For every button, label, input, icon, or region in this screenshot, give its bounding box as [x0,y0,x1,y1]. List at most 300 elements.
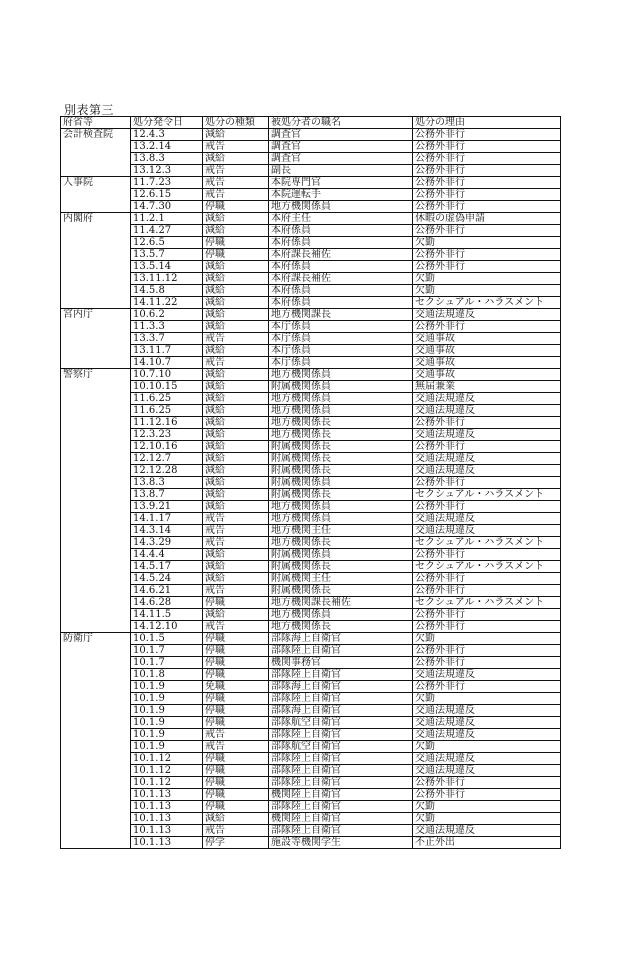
header-date: 処分発令日 [131,117,203,129]
position-cell: 本院運転手 [269,189,413,201]
reason-cell: 交通法規違反 [413,705,561,717]
table-row [61,225,561,237]
ministry-cell [61,189,131,201]
reason-cell: セクシュアル・ハラスメント [413,537,561,549]
table-row [61,417,561,429]
ministry-cell [61,813,131,825]
ministry-cell [61,585,131,597]
date-cell: 10.1.7 [131,645,203,657]
document-title: 別表第三 [64,103,115,117]
position-cell: 部隊海上自衛官 [269,705,413,717]
table-row [61,513,561,525]
reason-cell: 欠勤 [413,273,561,285]
reason-cell: 交通法規違反 [413,729,561,741]
date-cell: 14.3.14 [131,525,203,537]
action-type-cell: 減給 [203,429,269,441]
table-row [61,537,561,549]
action-type-cell: 戒告 [203,165,269,177]
date-cell: 10.6.2 [131,309,203,321]
position-cell: 地方機関係長 [269,537,413,549]
position-cell: 機関陸上自衛官 [269,789,413,801]
reason-cell: 交通法規違反 [413,465,561,477]
action-type-cell: 戒告 [203,141,269,153]
action-type-cell: 停職 [203,789,269,801]
date-cell: 13.12.3 [131,165,203,177]
date-cell: 12.12.28 [131,465,203,477]
reason-cell: 欠勤 [413,813,561,825]
reason-cell: 交通法規違反 [413,765,561,777]
ministry-cell [61,717,131,729]
ministry-cell [61,525,131,537]
reason-cell: 交通法規違反 [413,753,561,765]
disciplinary-actions-table [60,116,561,849]
reason-cell: 交通法規違反 [413,429,561,441]
date-cell: 12.12.7 [131,453,203,465]
ministry-cell [61,333,131,345]
date-cell: 14.11.22 [131,297,203,309]
position-cell: 本院専門官 [269,177,413,189]
table-row [61,669,561,681]
ministry-cell [61,225,131,237]
date-cell: 10.1.7 [131,657,203,669]
ministry-cell [61,441,131,453]
date-cell: 13.5.7 [131,249,203,261]
action-type-cell: 停職 [203,633,269,645]
position-cell: 部隊陸上自衛官 [269,825,413,837]
reason-cell: 欠勤 [413,237,561,249]
date-cell: 11.12.16 [131,417,203,429]
reason-cell: 公務外非行 [413,621,561,633]
reason-cell: 公務外非行 [413,609,561,621]
action-type-cell: 減給 [203,213,269,225]
date-cell: 14.7.30 [131,201,203,213]
ministry-cell [61,489,131,501]
table-row [61,453,561,465]
reason-cell: 公務外非行 [413,585,561,597]
table-row [61,789,561,801]
action-type-cell: 減給 [203,561,269,573]
reason-cell: セクシュアル・ハラスメント [413,561,561,573]
action-type-cell: 戒告 [203,537,269,549]
ministry-cell [61,609,131,621]
ministry-cell [61,201,131,213]
date-cell: 11.6.25 [131,393,203,405]
date-cell: 11.6.25 [131,405,203,417]
action-type-cell: 戒告 [203,357,269,369]
action-type-cell: 停職 [203,777,269,789]
table-row [61,621,561,633]
date-cell: 13.8.3 [131,477,203,489]
action-type-cell: 停職 [203,801,269,813]
position-cell: 機関事務官 [269,657,413,669]
date-cell: 10.1.9 [131,681,203,693]
ministry-cell [61,765,131,777]
action-type-cell: 停職 [203,201,269,213]
table-row [61,837,561,849]
date-cell: 10.1.13 [131,825,203,837]
table-row [61,345,561,357]
reason-cell: 公務外非行 [413,789,561,801]
date-cell: 14.4.4 [131,549,203,561]
position-cell: 部隊陸上自衛官 [269,765,413,777]
header-ministry: 府省等 [61,117,131,129]
action-type-cell: 減給 [203,309,269,321]
action-type-cell: 停職 [203,669,269,681]
table-row [61,393,561,405]
date-cell: 13.11.12 [131,273,203,285]
table-row [61,321,561,333]
header-action-type: 処分の種類 [203,117,269,129]
reason-cell: 公務外非行 [413,201,561,213]
position-cell: 本庁係員 [269,345,413,357]
position-cell: 部隊陸上自衛官 [269,693,413,705]
date-cell: 10.1.5 [131,633,203,645]
action-type-cell: 停職 [203,693,269,705]
reason-cell: 欠勤 [413,741,561,753]
table-row [61,609,561,621]
date-cell: 11.2.1 [131,213,203,225]
table-row [61,573,561,585]
action-type-cell: 減給 [203,153,269,165]
date-cell: 11.3.3 [131,321,203,333]
ministry-cell [61,273,131,285]
action-type-cell: 減給 [203,501,269,513]
action-type-cell: 戒告 [203,741,269,753]
reason-cell: 交通法規違反 [413,525,561,537]
position-cell: 地方機関主任 [269,525,413,537]
action-type-cell: 停職 [203,237,269,249]
reason-cell: 交通法規違反 [413,513,561,525]
position-cell: 附属機関主任 [269,573,413,585]
date-cell: 10.1.8 [131,669,203,681]
position-cell: 本府係員 [269,297,413,309]
position-cell: 調査官 [269,153,413,165]
reason-cell: 交通事故 [413,345,561,357]
reason-cell: 交通法規違反 [413,405,561,417]
date-cell: 10.1.9 [131,705,203,717]
table-row [61,297,561,309]
header-row [61,117,561,129]
date-cell: 14.3.29 [131,537,203,549]
date-cell: 12.10.16 [131,441,203,453]
action-type-cell: 停職 [203,717,269,729]
position-cell: 部隊航空自衛官 [269,741,413,753]
action-type-cell: 戒告 [203,177,269,189]
table-row [61,405,561,417]
table-row [61,657,561,669]
ministry-cell [61,465,131,477]
reason-cell: 公務外非行 [413,777,561,789]
table-row [61,477,561,489]
date-cell: 12.3.23 [131,429,203,441]
reason-cell: 交通事故 [413,357,561,369]
table-row [61,273,561,285]
position-cell: 地方機関係員 [269,405,413,417]
action-type-cell: 停職 [203,705,269,717]
table-row [61,525,561,537]
position-cell: 部隊航空自衛官 [269,717,413,729]
ministry-cell [61,681,131,693]
table-row [61,201,561,213]
ministry-cell [61,237,131,249]
reason-cell: 交通法規違反 [413,825,561,837]
date-cell: 14.6.28 [131,597,203,609]
date-cell: 10.10.15 [131,381,203,393]
ministry-cell [61,417,131,429]
table-header [61,117,561,129]
action-type-cell: 停職 [203,645,269,657]
table-row [61,141,561,153]
action-type-cell: 減給 [203,345,269,357]
table-row [61,549,561,561]
ministry-cell [61,645,131,657]
action-type-cell: 減給 [203,393,269,405]
table-row [61,261,561,273]
reason-cell: 公務外非行 [413,165,561,177]
ministry-cell: 警察庁 [61,369,131,381]
position-cell: 地方機関係長 [269,417,413,429]
reason-cell: 公務外非行 [413,189,561,201]
reason-cell: 欠勤 [413,801,561,813]
reason-cell: 休暇の虚偽申請 [413,213,561,225]
table-row [61,681,561,693]
action-type-cell: 停職 [203,753,269,765]
reason-cell: 公務外非行 [413,177,561,189]
date-cell: 10.1.13 [131,789,203,801]
reason-cell: 交通事故 [413,333,561,345]
ministry-cell [61,261,131,273]
reason-cell: 無届兼業 [413,381,561,393]
table-row [61,765,561,777]
ministry-cell [61,345,131,357]
ministry-cell [61,801,131,813]
ministry-cell [61,357,131,369]
position-cell: 本府係員 [269,225,413,237]
reason-cell: 公務外非行 [413,441,561,453]
date-cell: 10.7.10 [131,369,203,381]
reason-cell: 交通法規違反 [413,717,561,729]
position-cell: 附属機関係員 [269,381,413,393]
reason-cell: 公務外非行 [413,657,561,669]
date-cell: 10.1.12 [131,777,203,789]
table-row [61,465,561,477]
position-cell: 地方機関係長 [269,621,413,633]
position-cell: 部隊陸上自衛官 [269,729,413,741]
reason-cell: 公務外非行 [413,681,561,693]
date-cell: 10.1.13 [131,837,203,849]
ministry-cell [61,405,131,417]
ministry-cell [61,741,131,753]
date-cell: 14.5.17 [131,561,203,573]
ministry-cell [61,837,131,849]
ministry-cell [61,297,131,309]
position-cell: 附属機関係員 [269,477,413,489]
position-cell: 部隊陸上自衛官 [269,645,413,657]
position-cell: 附属機関係長 [269,465,413,477]
table-row [61,237,561,249]
action-type-cell: 戒告 [203,513,269,525]
action-type-cell: 減給 [203,297,269,309]
table-row [61,813,561,825]
header-position: 被処分者の職名 [269,117,413,129]
table-row [61,165,561,177]
position-cell: 本府係員 [269,261,413,273]
reason-cell: 欠勤 [413,633,561,645]
table-row [61,705,561,717]
reason-cell: 交通法規違反 [413,669,561,681]
table-row [61,189,561,201]
ministry-cell [61,165,131,177]
date-cell: 13.5.14 [131,261,203,273]
date-cell: 13.9.21 [131,501,203,513]
position-cell: 調査官 [269,141,413,153]
action-type-cell: 免職 [203,681,269,693]
date-cell: 14.1.17 [131,513,203,525]
action-type-cell: 減給 [203,417,269,429]
date-cell: 10.1.9 [131,717,203,729]
date-cell: 14.5.8 [131,285,203,297]
action-type-cell: 停職 [203,249,269,261]
action-type-cell: 減給 [203,477,269,489]
action-type-cell: 減給 [203,813,269,825]
date-cell: 12.6.15 [131,189,203,201]
ministry-cell [61,141,131,153]
action-type-cell: 減給 [203,441,269,453]
date-cell: 12.6.5 [131,237,203,249]
date-cell: 13.3.7 [131,333,203,345]
position-cell: 部隊陸上自衛官 [269,669,413,681]
action-type-cell: 減給 [203,549,269,561]
reason-cell: 公務外非行 [413,501,561,513]
action-type-cell: 減給 [203,489,269,501]
action-type-cell: 戒告 [203,729,269,741]
position-cell: 本府主任 [269,213,413,225]
position-cell: 部隊海上自衛官 [269,681,413,693]
ministry-cell [61,825,131,837]
reason-cell: 交通法規違反 [413,453,561,465]
ministry-cell: 内閣府 [61,213,131,225]
position-cell: 本庁係員 [269,333,413,345]
ministry-cell [61,501,131,513]
table-row [61,381,561,393]
position-cell: 地方機関係員 [269,609,413,621]
table-row [61,777,561,789]
reason-cell: セクシュアル・ハラスメント [413,597,561,609]
ministry-cell: 宮内庁 [61,309,131,321]
ministry-cell [61,573,131,585]
ministry-cell [61,729,131,741]
reason-cell: 交通法規違反 [413,393,561,405]
table-row [61,357,561,369]
table-row [61,489,561,501]
action-type-cell: 戒告 [203,525,269,537]
reason-cell: 不正外出 [413,837,561,849]
ministry-cell [61,693,131,705]
action-type-cell: 減給 [203,225,269,237]
table-row [61,633,561,645]
action-type-cell: 戒告 [203,189,269,201]
table-row [61,585,561,597]
position-cell: 地方機関係員 [269,369,413,381]
reason-cell: セクシュアル・ハラスメント [413,489,561,501]
action-type-cell: 減給 [203,369,269,381]
date-cell: 10.1.9 [131,729,203,741]
ministry-cell: 会計検査院 [61,129,131,141]
table-row [61,441,561,453]
ministry-cell [61,381,131,393]
ministry-cell [61,777,131,789]
table-row [61,153,561,165]
position-cell: 地方機関係員 [269,201,413,213]
action-type-cell: 減給 [203,285,269,297]
action-type-cell: 減給 [203,573,269,585]
position-cell: 附属機関係長 [269,489,413,501]
position-cell: 附属機関係長 [269,441,413,453]
reason-cell: 公務外非行 [413,249,561,261]
action-type-cell: 戒告 [203,585,269,597]
action-type-cell: 戒告 [203,621,269,633]
date-cell: 10.1.12 [131,765,203,777]
ministry-cell [61,429,131,441]
ministry-cell: 防衛庁 [61,633,131,645]
position-cell: 本庁係員 [269,357,413,369]
date-cell: 13.8.7 [131,489,203,501]
ministry-cell [61,753,131,765]
reason-cell: 公務外非行 [413,153,561,165]
ministry-cell [61,549,131,561]
table-row [61,309,561,321]
table-row [61,249,561,261]
reason-cell: 公務外非行 [413,417,561,429]
position-cell: 本府課長補佐 [269,273,413,285]
ministry-cell [61,621,131,633]
action-type-cell: 戒告 [203,333,269,345]
action-type-cell: 減給 [203,261,269,273]
date-cell: 10.1.13 [131,813,203,825]
position-cell: 附属機関係長 [269,561,413,573]
date-cell: 11.4.27 [131,225,203,237]
position-cell: 本府係員 [269,237,413,249]
date-cell: 14.10.7 [131,357,203,369]
position-cell: 副長 [269,165,413,177]
table-row [61,717,561,729]
ministry-cell [61,477,131,489]
reason-cell: 公務外非行 [413,477,561,489]
action-type-cell: 停学 [203,837,269,849]
ministry-cell [61,597,131,609]
action-type-cell: 減給 [203,609,269,621]
reason-cell: 公務外非行 [413,321,561,333]
table-row [61,729,561,741]
action-type-cell: 減給 [203,273,269,285]
action-type-cell: 停職 [203,765,269,777]
ministry-cell [61,537,131,549]
reason-cell: 公務外非行 [413,261,561,273]
date-cell: 10.1.9 [131,741,203,753]
position-cell: 部隊陸上自衛官 [269,777,413,789]
table-row [61,285,561,297]
reason-cell: 欠勤 [413,285,561,297]
action-type-cell: 減給 [203,381,269,393]
reason-cell: 公務外非行 [413,129,561,141]
action-type-cell: 減給 [203,465,269,477]
reason-cell: 公務外非行 [413,573,561,585]
position-cell: 附属機関係員 [269,549,413,561]
reason-cell: 交通事故 [413,369,561,381]
ministry-cell [61,393,131,405]
table-row [61,333,561,345]
table-row [61,213,561,225]
